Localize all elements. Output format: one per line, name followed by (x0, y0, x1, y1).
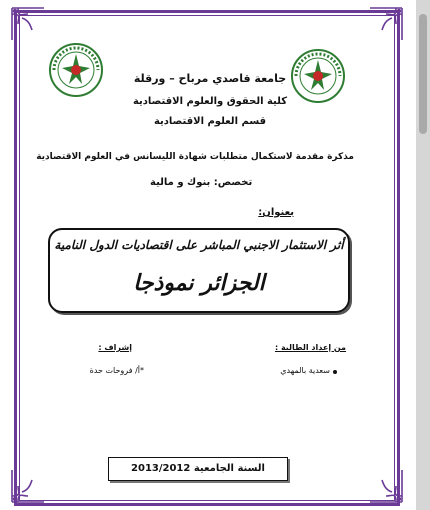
scrollbar-thumb[interactable] (419, 14, 427, 134)
prepared-by-label: من إعداد الطالبة : (274, 343, 346, 352)
ornament-corner-icon (8, 466, 48, 506)
academic-year: السنة الجامعية 2013/2012 (131, 463, 265, 474)
academic-year-box (108, 457, 288, 481)
ornament-corner-icon (366, 466, 406, 506)
ornament-corner-icon (8, 4, 48, 44)
bullet-icon (333, 370, 337, 374)
thesis-title-subtitle: الجزائر نموذجا (133, 270, 265, 296)
student-name: سعدية بالمهدي (280, 366, 330, 375)
department-name: قسم العلوم الاقتصادية (153, 116, 267, 127)
university-seal-icon (290, 48, 346, 104)
thesis-title-main: أثر الاستثمار الاجنبي المباشر على اقتصاديات الدول النامية (54, 238, 344, 252)
university-seal-icon (48, 42, 104, 98)
ornament-corner-icon (366, 4, 406, 44)
title-label: بعنوان: (258, 207, 294, 218)
faculty-name: كلية الحقوق والعلوم الاقتصادية (132, 96, 288, 107)
title-box (48, 228, 350, 313)
university-name: جامعة قاصدي مرباح – ورقلة (133, 72, 287, 85)
memo-description: مذكرة مقدمة لاستكمال متطلبات شهادة الليسانس في العلوم الاقتصادية (36, 152, 354, 162)
supervisor-name: *أ/ فروحات حدة (89, 366, 144, 375)
supervisor-label: إشراف : (98, 343, 132, 352)
vertical-scrollbar[interactable] (416, 0, 430, 510)
specialization: تخصص: بنوك و مالية (150, 177, 253, 188)
